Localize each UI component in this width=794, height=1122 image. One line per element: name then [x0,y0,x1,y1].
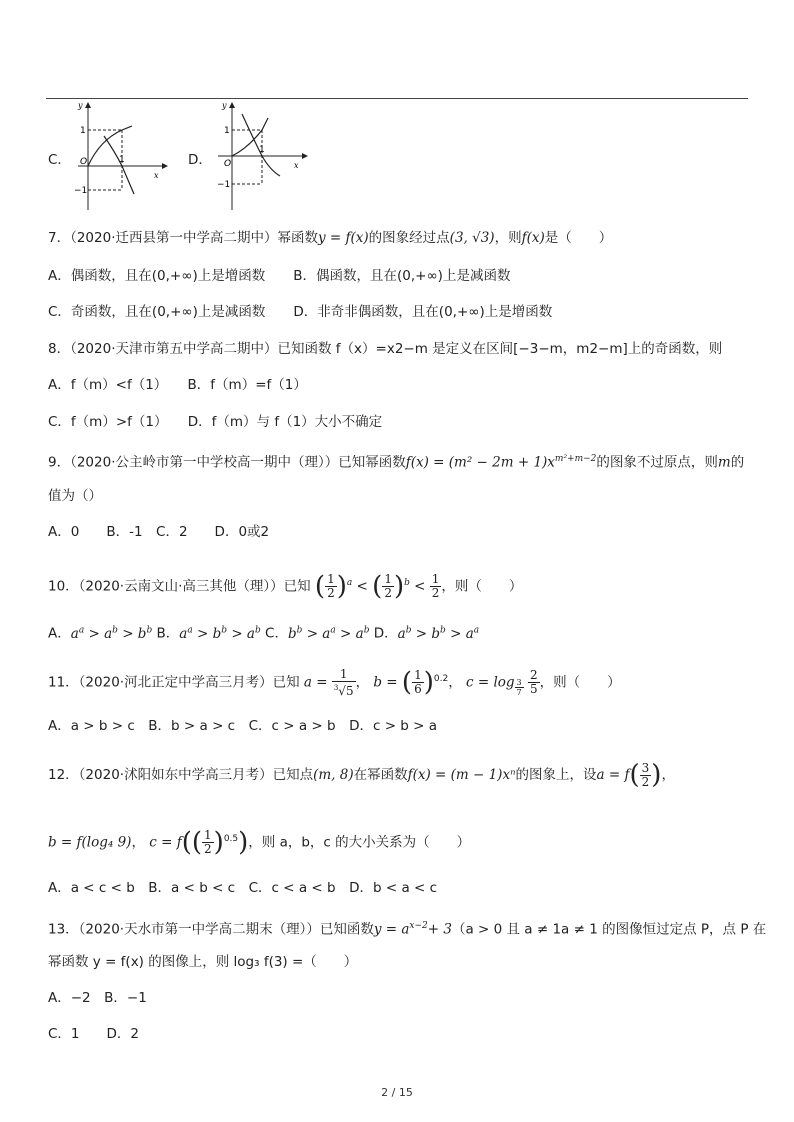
q7-options-row2 [48,302,552,322]
q10-option-b: B．$a^a > b^b > a^b$ [156,625,261,642]
q13-stem: 13．（2020·天水市第一中学高二期末（理））已知函数$y = a^{x-2}+ 3(a > 0$ 且 a ≠ 1a ≠ 1 的图像恒过定点 P，点 P 在 [48,921,767,938]
q7-options-row1 [48,266,510,286]
q13-options-row2: C．1 D．2 [48,1026,139,1042]
option-d-label: D． [188,152,212,168]
q12-options: A．a < c < b B．a < b < c C．c < a < b D．b < a < c [48,880,438,896]
q7-option-a: A．偶函数，且在(0,+∞)上是增函数 [48,268,266,284]
q10-options [48,620,479,644]
q11-options: A．a > b > c B．b > a > c C．c > a > b D．c > b > a [48,718,438,734]
q11-stem: 11．（2020·河北正定中学高三月考）已知 a = $\frac{1}{^3√5}$ ， b = ( $\frac{1}{6}$ )$^{0.2}$， c = log $_{\frac{3}{7}}$ $\frac{2}{5}$ ，则（ ） [48,666,621,698]
graph-c-one-y: 1 [80,126,86,136]
graph-c-one-x: 1 [119,155,125,165]
graph-c-neg-one: −1 [74,186,88,196]
q10-stem: 10．（2020·云南文山·高三其他（理））已知 ( $\frac{1}{2}$ )$^a$ < ( $\frac{1}{2}$ )$^b$ < $\frac{1}{2}$ ，则（ ） [48,571,523,602]
graph-option-d [212,100,312,212]
graph-d-origin: O [224,159,232,169]
graph-c-x-label: x [154,171,159,180]
page-number: 2 / 15 [381,1086,413,1099]
q7-option-b: B．偶函数，且在(0,+∞)上是减函数 [293,268,511,284]
graph-d-one-x: 1 [259,145,265,155]
option-c-label: C． [48,152,71,168]
graph-d-neg-one: −1 [217,180,231,190]
graph-d-one-y: 1 [224,126,230,136]
graph-d-y-label: y [222,101,227,110]
q9-options: A．0 B．-1 C．2 D．0或2 [48,524,270,540]
q8-options-row2: C．f（m）>f（1） D．f（m）与 f（1）大小不确定 [48,414,383,430]
graph-c-origin: O [80,157,88,167]
q8-options-row1: A．f（m）<f（1） B．f（m）=f（1） [48,377,307,393]
q7-option-d: D．非奇非偶函数，且在(0,+∞)上是增函数 [293,304,553,320]
q13-stem-line2: 幂函数 y = f(x) 的图像上，则 log₃ f(3) =（ ） [48,954,358,970]
q13-options-row1: A．−2 B．−1 [48,990,147,1006]
q9-stem-line2: 值为（） [48,488,102,504]
q10-option-a: A．$a^a > a^b > b^b$ [48,625,153,642]
q8-stem: 8．（2020·天津市第五中学高二期中）已知函数 f（x）=x2−m 是定义在区间[−3−m，m2−m]上的奇函数，则 [48,341,723,357]
q7-stem: 7．（2020·迁西县第一中学高二期中）幂函数y = f(x)的图象经过点(3, √3)，则f(x)是（ ） [48,230,613,246]
graph-option-c [70,100,170,212]
q7-option-c: C．奇函数，且在(0,+∞)上是减函数 [48,304,266,320]
graph-d-x-label: x [294,161,299,170]
q10-option-c: C．$b^b > a^a > a^b$ [265,625,370,642]
q12-stem-line2: b = f(log₄ 9)， c = f(( $\frac{1}{2}$ )$^{0.5}$)，则 a，b，c 的大小关系为（ ） [48,827,471,858]
q12-stem: 12．（2020·沭阳如东中学高三月考）已知点(m, 8)在幂函数f(x) = (m − 1)xⁿ的图象上，设a = f( $\frac{3}{2}$ )， [48,760,675,790]
header-rule [46,98,748,99]
graph-c-y-label: y [78,101,83,110]
q9-stem: 9．（2020·公主岭市第一中学校高一期中（理））已知幂函数$f(x) = (m^2 - 2m + 1)x^{m^2+m-2}$的图象不过原点，则m的 [48,454,745,471]
q10-option-d: D．$a^b > b^b > a^a$ [373,625,480,642]
